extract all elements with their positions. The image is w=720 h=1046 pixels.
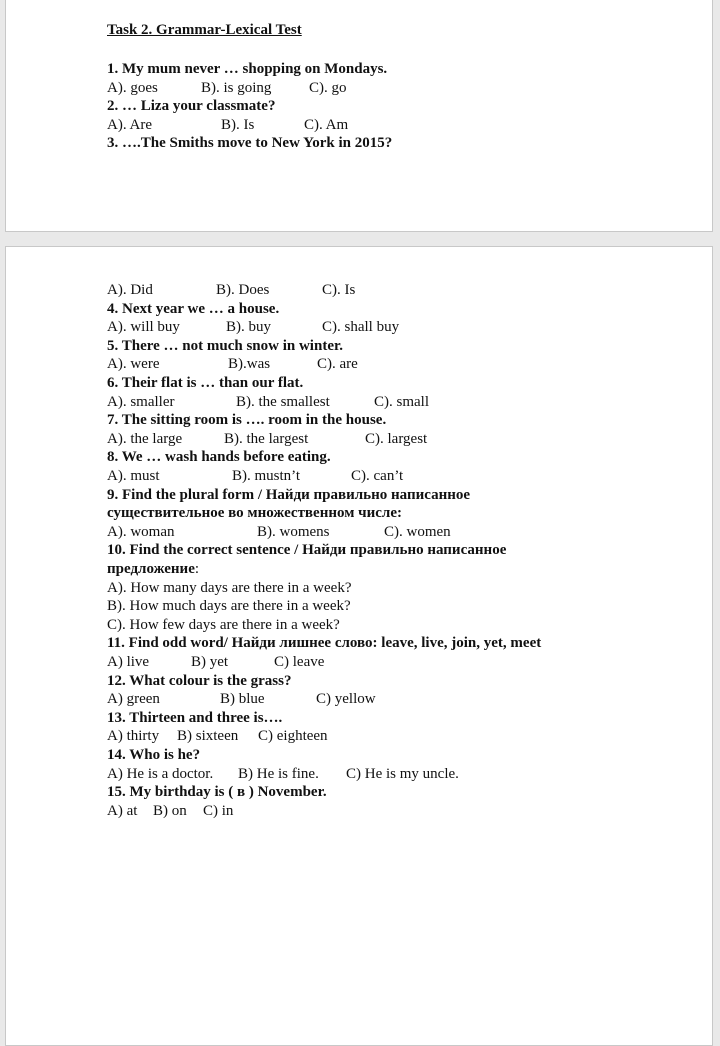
question-label: 7. The sitting room is …. room in the house. <box>107 412 387 429</box>
question-text <box>107 374 303 392</box>
question-text <box>107 300 279 318</box>
answer-option-b: B). buy <box>226 319 271 336</box>
answer-option-c: C). go <box>309 79 347 96</box>
question-label: 10. Find the correct sentence / Найди правильно написанное <box>107 542 507 559</box>
answer-option-b: B) on <box>153 802 187 819</box>
answer-option-b: B). Is <box>221 116 255 133</box>
question-text <box>107 411 386 429</box>
question-text <box>107 60 387 78</box>
answer-option-a: A). the large <box>107 430 183 447</box>
question-text <box>107 134 392 152</box>
answer-option-c: C) yellow <box>316 691 376 708</box>
answer-option-c: C) leave <box>274 654 325 670</box>
answer-option-c: C) He is my uncle. <box>346 765 459 782</box>
answer-option-a: A). Are <box>107 116 152 133</box>
question-text <box>107 337 343 355</box>
question-label: 15. My birthday is ( в ) November. <box>107 784 327 801</box>
answer-option-c: C). women <box>384 523 451 540</box>
answer-option-a: A) He is a doctor. <box>107 765 214 782</box>
question-label: 8. We … wash hands before eating. <box>107 449 331 466</box>
question-text <box>107 672 291 690</box>
answer-option-a: A). will buy <box>107 319 180 336</box>
page-2 <box>5 246 713 1046</box>
answer-option-a: A) at <box>107 802 138 819</box>
answer-option: C). How few days are there in a week? <box>107 616 340 633</box>
answer-option-b: B).was <box>228 356 271 373</box>
answer-option-b: B). womens <box>257 523 330 540</box>
question-label: существительное во множественном числе: <box>107 505 402 522</box>
question-label: 5. There … not much snow in winter. <box>107 337 344 354</box>
answer-option-b: B). is going <box>201 79 272 96</box>
answer-option-a: A). must <box>107 468 160 484</box>
page-1 <box>5 0 713 232</box>
question-label: предложение <box>107 561 195 577</box>
question-label: 9. Find the plural form / Найди правильно написанное <box>107 486 471 503</box>
question-text <box>107 634 541 652</box>
answer-option-c: C) eighteen <box>258 728 328 745</box>
answer-option-c: C). Is <box>322 282 356 298</box>
question-label: 11. Find odd word/ Найди лишнее слово: leave, live, join, yet, meet <box>107 635 542 652</box>
question-text <box>107 709 282 727</box>
answer-option-c: C). can’t <box>351 468 404 484</box>
answer-option: A). How many days are there in a week? <box>107 579 352 596</box>
answer-option-c: C). Am <box>304 116 349 133</box>
question-label: 4. Next year we … a house. <box>107 300 280 317</box>
answer-option-c: C). largest <box>365 430 428 447</box>
question-label: 14. Who is he? <box>107 747 201 763</box>
answer-option-a: A). goes <box>107 79 158 96</box>
task-title: Task 2. Grammar-Lexical Test <box>107 22 302 38</box>
answer-option-b: B) yet <box>191 654 229 670</box>
answer-option-a: A) thirty <box>107 728 160 745</box>
answer-option-c: C) in <box>203 802 234 819</box>
answer-option-a: A). woman <box>107 523 175 540</box>
answer-option-a: A). smaller <box>107 393 175 410</box>
question-text <box>107 504 402 522</box>
answer-option-a: A) green <box>107 691 160 708</box>
question-label: 1. My mum never … shopping on Mondays. <box>107 61 388 77</box>
answer-option-b: B). the smallest <box>236 393 330 410</box>
answer-option-b: B). mustn’t <box>232 468 301 484</box>
answer-option-b: B) blue <box>220 691 265 708</box>
answer-option-c: C). are <box>317 356 358 373</box>
answer-option-a: A). Did <box>107 282 153 298</box>
answer-option-a: A) live <box>107 654 150 670</box>
question-text <box>107 560 199 578</box>
question-label: 2. … Liza your classmate? <box>107 98 276 115</box>
answer-option-a: A). were <box>107 356 160 373</box>
question-text <box>107 448 331 466</box>
answer-option: B). How much days are there in a week? <box>107 598 351 615</box>
question-text <box>107 486 470 504</box>
question-label: 3. ….The Smiths move to New York in 2015? <box>107 135 393 152</box>
question-label: 6. Their flat is … than our flat. <box>107 375 304 391</box>
answer-option-b: B) sixteen <box>177 728 239 745</box>
answer-option-c: C). small <box>374 393 429 410</box>
question-text <box>107 783 327 801</box>
answer-option-b: B) He is fine. <box>238 765 319 782</box>
question-text <box>107 97 275 115</box>
question-label: 12. What colour is the grass? <box>107 672 292 689</box>
answer-option-b: B). the largest <box>224 430 309 447</box>
question-text <box>107 746 200 764</box>
answer-option-c: C). shall buy <box>322 319 400 336</box>
question-text <box>107 541 506 559</box>
question-label: 13. Thirteen and three is…. <box>107 709 283 726</box>
question-tail: : <box>194 561 200 577</box>
answer-option-b: B). Does <box>216 282 270 298</box>
